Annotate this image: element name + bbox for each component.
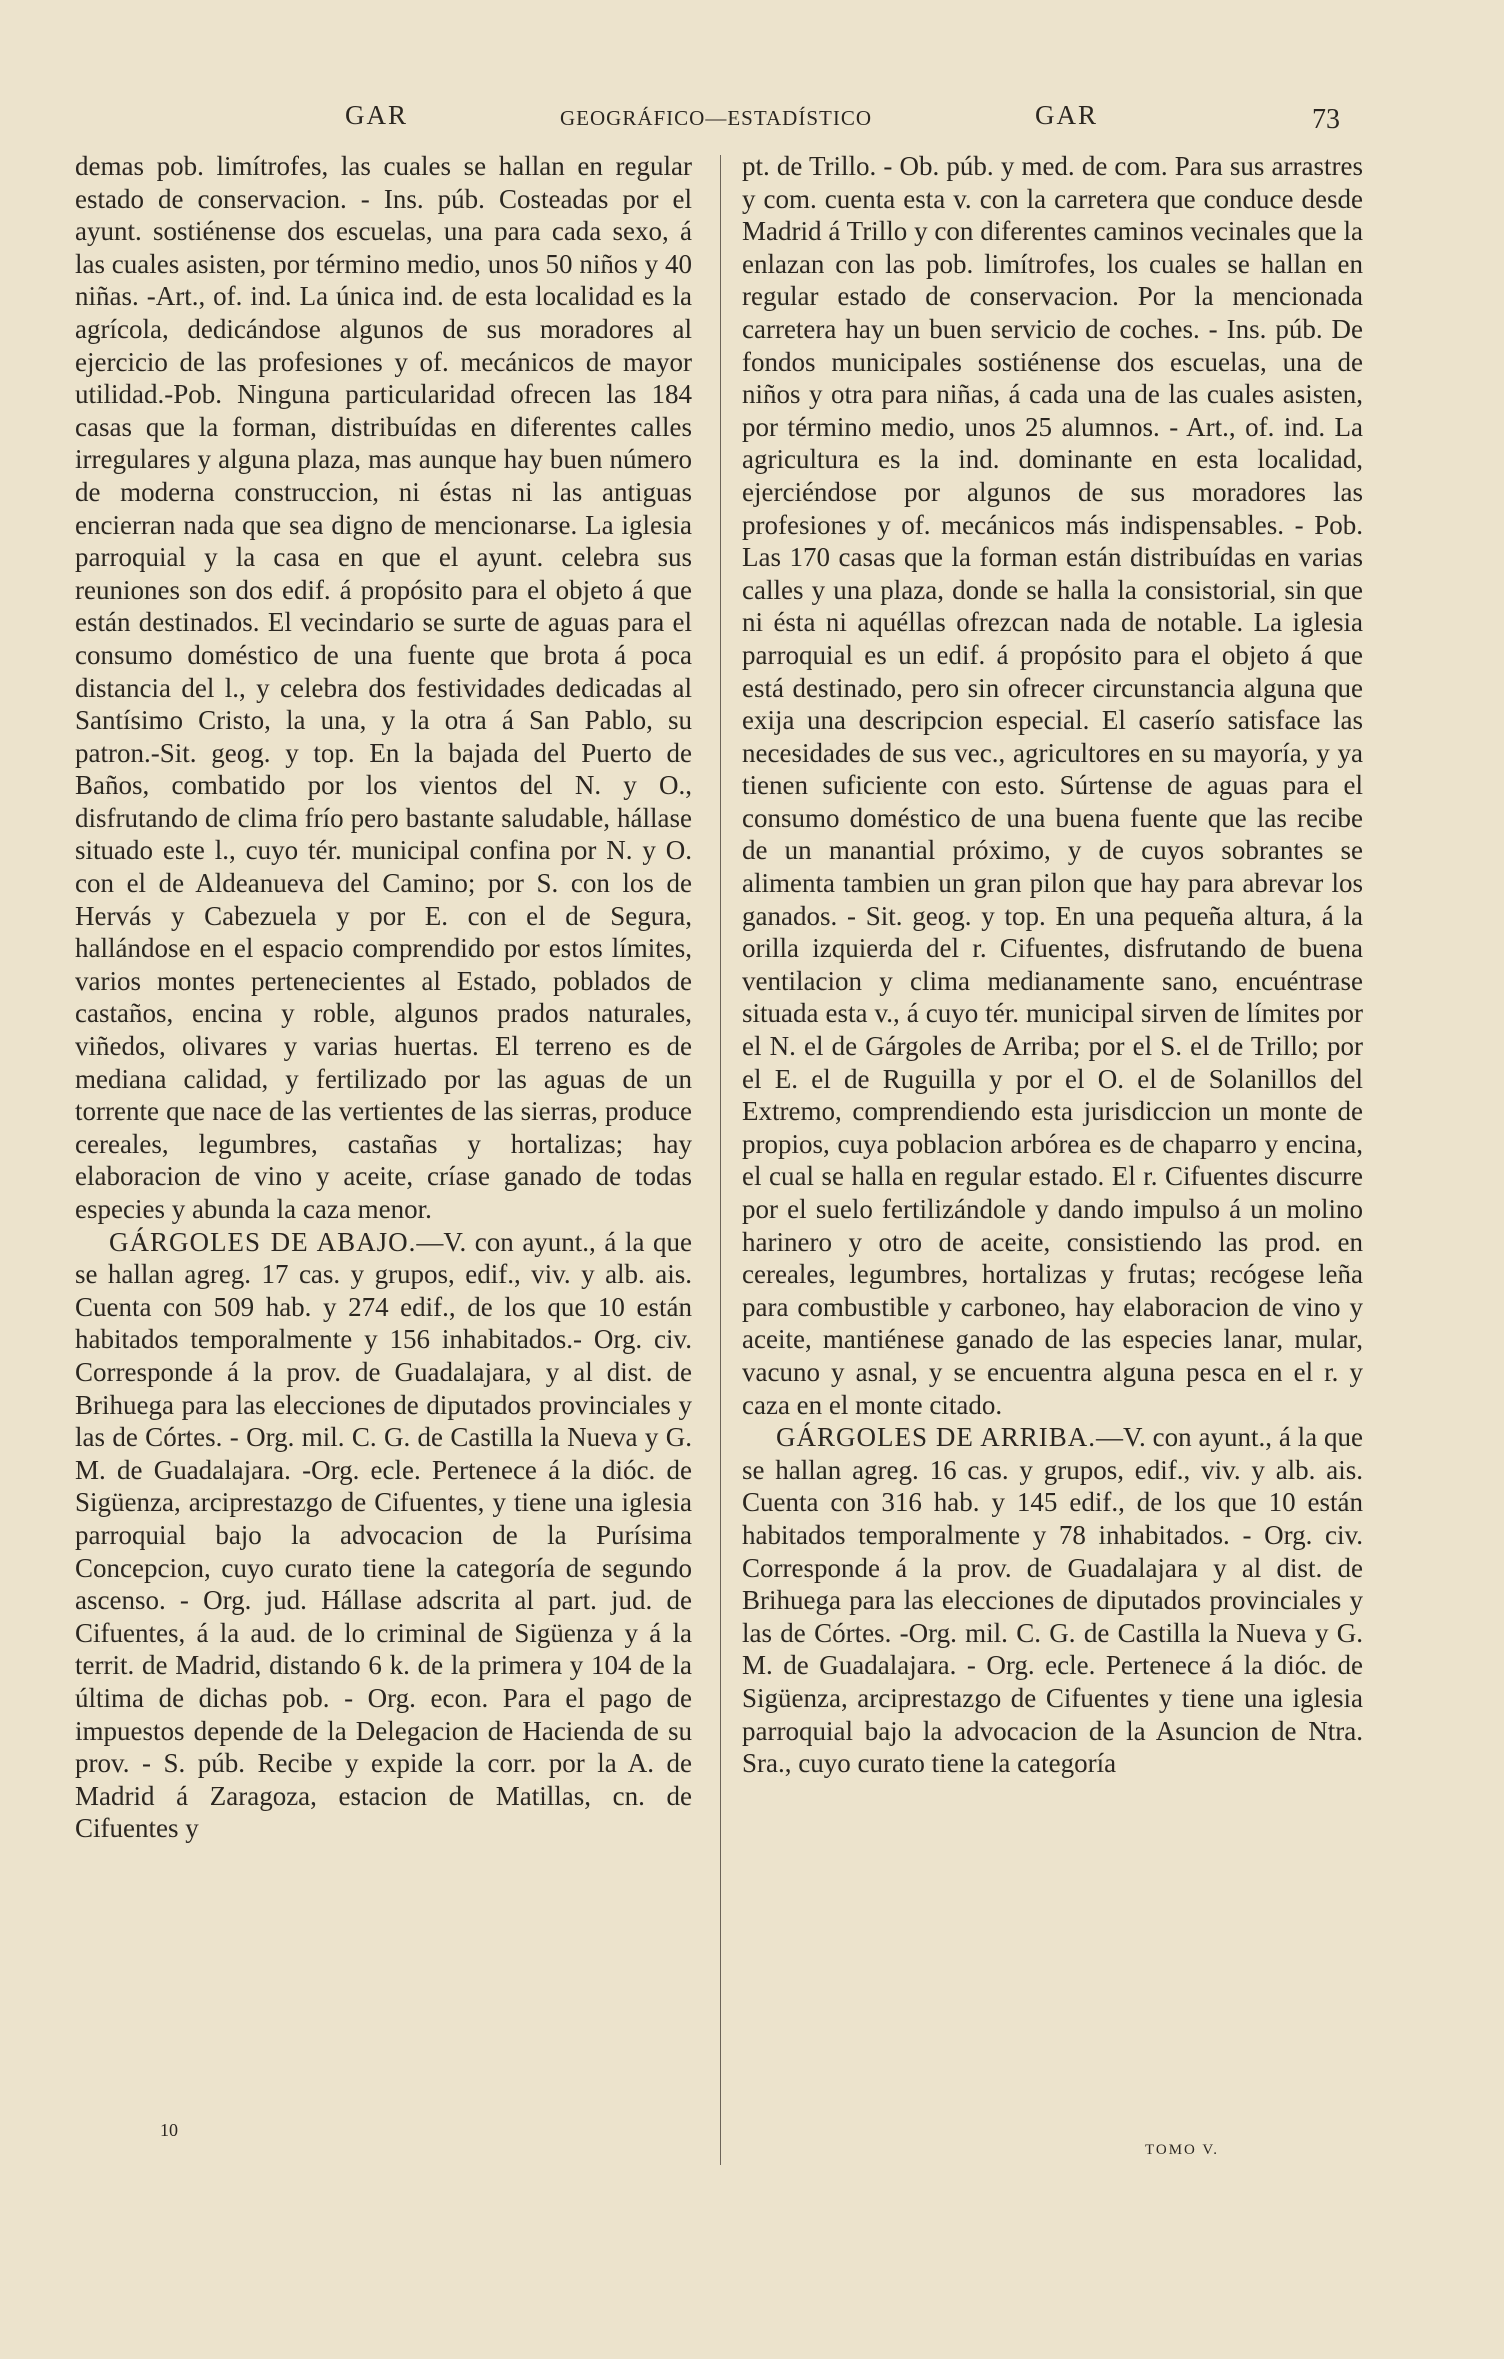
page-number: 73 (1312, 104, 1340, 135)
entry-title: GÁRGOLES DE ARRIBA. (776, 1422, 1096, 1453)
left-column (75, 150, 692, 1845)
page-header (60, 100, 1370, 140)
entry-title: GÁRGOLES DE ABAJO. (109, 1226, 417, 1257)
right-column (742, 150, 1363, 1780)
entry-gargoles-de-arriba (742, 1421, 1363, 1780)
right-paragraph: pt. de Trillo. - Ob. púb. y med. de com. Para sus arrastres y com. cuenta esta v. con la carretera que conduce desde Madrid á Trillo y con diferentes caminos vecinales que la enlazan con las pob. limítrofes, los cuales se hallan en regular estado de conservacion. Por la mencionada carretera hay un buen servicio de coches. - Ins. púb. De fondos municipales sostiénense dos escuelas, una de niños y otra para niñas, á cada una de las cuales asisten, por término medio, unos 25 alumnos. - Art., of. ind. La agricultura es la ind. dominante en esta localidad, ejerciéndose por algunos de sus moradores las profesiones y of. mecánicos más indispensables. - Pob. Las 170 casas que la forman están distribuídas en varias calles y una plaza, donde se halla la consistorial, sin que ni ésta ni aquéllas ofrezcan nada de notable. La iglesia parroquial es un edif. á propósito para el objeto á que está destinado, pero sin ofrecer circunstancia alguna que exija una descripcion especial. El caserío satisface las necesidades de sus vec., agricultores en su mayoría, y ya tienen suficiente con esto. Súrtense de aguas para el consumo doméstico de una buena fuente que las recibe de un manantial próximo, y de cuyos sobrantes se alimenta tambien un gran pilon que hay para abrevar los ganados. - Sit. geog. y top. En una pequeña altura, á la orilla izquierda del r. Cifuentes, disfrutando de buena ventilacion y clima medianamente sano, encuéntrase situada esta v., á cuyo tér. municipal sirven de límites por el N. el de Gárgoles de Arriba; por el S. el de Trillo; por el E. el de Ruguilla y por el O. el de Solanillos del Extremo, comprendiendo esta jurisdiccion un monte de propios, cuya poblacion arbórea es de chaparro y encina, el cual se halla en regular estado. El r. Cifuentes discurre por el suelo fertilizándole y dando impulso á un molino harinero y otro de aceite, consistiendo las prod. en cereales, legumbres, hortalizas y frutas; recógese leña para combustible y carboneo, hay elaboracion de vino y aceite, mantiénese ganado de las especies lanar, mular, vacuno y asnal, y se encuentra alguna pesca en el r. y caza en el monte citado. (742, 151, 1363, 1420)
entry-gargoles-de-abajo (75, 1226, 692, 1845)
header-left-keyword: GAR (345, 100, 409, 130)
header-right-keyword: GAR (1035, 100, 1099, 130)
left-paragraph: demas pob. limítrofes, las cuales se hallan en regular estado de conservacion. - Ins. púb. Costeadas por el ayunt. sostiénense dos escuelas, una para cada sexo, á las cuales asisten, por término medio, unos 50 niños y 40 niñas. -Art., of. ind. La única ind. de esta localidad es la agrícola, dedicándose algunos de sus moradores al ejercicio de las profesiones y of. mecánicos de mayor utilidad.-Pob. Ninguna particularidad ofrecen las 184 casas que la forman, distribuídas en diferentes calles irregulares y alguna plaza, mas aunque hay buen número de moderna construccion, ni éstas ni las antiguas encierran nada que sea digno de mencionarse. La iglesia parroquial y la casa en que el ayunt. celebra sus reuniones son dos edif. á propósito para el objeto á que están destinados. El vecindario se surte de aguas para el consumo doméstico de una fuente que brota á poca distancia del l., y celebra dos festividades dedicadas al Santísimo Cristo, la una, y la otra á San Pablo, su patron.-Sit. geog. y top. En la bajada del Puerto de Baños, combatido por los vientos del N. y O., disfrutando de clima frío pero bastante saludable, hállase situado este l., cuyo tér. municipal confina por N. y O. con el de Aldeanueva del Camino; por S. con los de Hervás y Cabezuela y por E. con el de Segura, hallándose en el espacio comprendido por estos límites, varios montes pertenecientes al Estado, poblados de castaños, encina y roble, algunos prados naturales, viñedos, olivares y varias huertas. El terreno es de mediana calidad, y fertilizado por las aguas de un torrente que nace de las vertientes de las sierras, produce cereales, legumbres, castañas y hortalizas; hay elaboracion de vino y aceite, críase ganado de todas especies y abunda la caza menor. (75, 151, 692, 1224)
header-section-title: GEOGRÁFICO—ESTADÍSTICO (560, 106, 872, 130)
entry-text: —V. con ayunt., á la que se hallan agreg. 17 cas. y grupos, edif., viv. y alb. ais. Cuenta con 509 hab. y 274 edif., de los que 10 están habitados temporalmente y 156 inhabitados.- Org. civ. Corresponde á la prov. de Guadalajara, y al dist. de Brihuega para las elecciones de diputados provinciales y las de Córtes. - Org. mil. C. G. de Castilla la Nueva y G. M. de Guadalajara. -Org. ecle. Pertenece á la dióc. de Sigüenza, arciprestazgo de Cifuentes, y tiene una iglesia parroquial bajo la advocacion de la Purísima Concepcion, cuyo curato tiene la categoría de segundo ascenso. - Org. jud. Hállase adscrita al part. jud. de Cifuentes, á la aud. de lo criminal de Sigüenza y á la territ. de Madrid, distando 6 k. de la primera y 104 de la última de dichas pob. - Org. econ. Para el pago de impuestos depende de la Delegacion de Hacienda de su prov. - S. púb. Recibe y expide la corr. por la A. de Madrid á Zaragoza, estacion de Matillas, cn. de Cifuentes y (75, 1226, 692, 1844)
volume-mark: TOMO V. (1145, 2142, 1220, 2158)
column-divider (720, 155, 721, 2165)
entry-text: —V. con ayunt., á la que se hallan agreg. 16 cas. y grupos, edif., viv. y alb. ais. Cuenta con 316 hab. y 145 edif., de los que 10 están habitados temporalmente y 78 inhabitados. - Org. civ. Corresponde á la prov. de Guadalajara y al dist. de Brihuega para las elecciones de diputados provinciales y las de Córtes. -Org. mil. C. G. de Castilla la Nueva y G. M. de Guadalajara. - Org. ecle. Pertenece á la dióc. de Sigüenza, arciprestazgo de Cifuentes y tiene una iglesia parroquial bajo la advocacion de la Asuncion de Ntra. Sra., cuyo curato tiene la categoría (742, 1422, 1363, 1779)
signature-mark: 10 (160, 2120, 178, 2140)
